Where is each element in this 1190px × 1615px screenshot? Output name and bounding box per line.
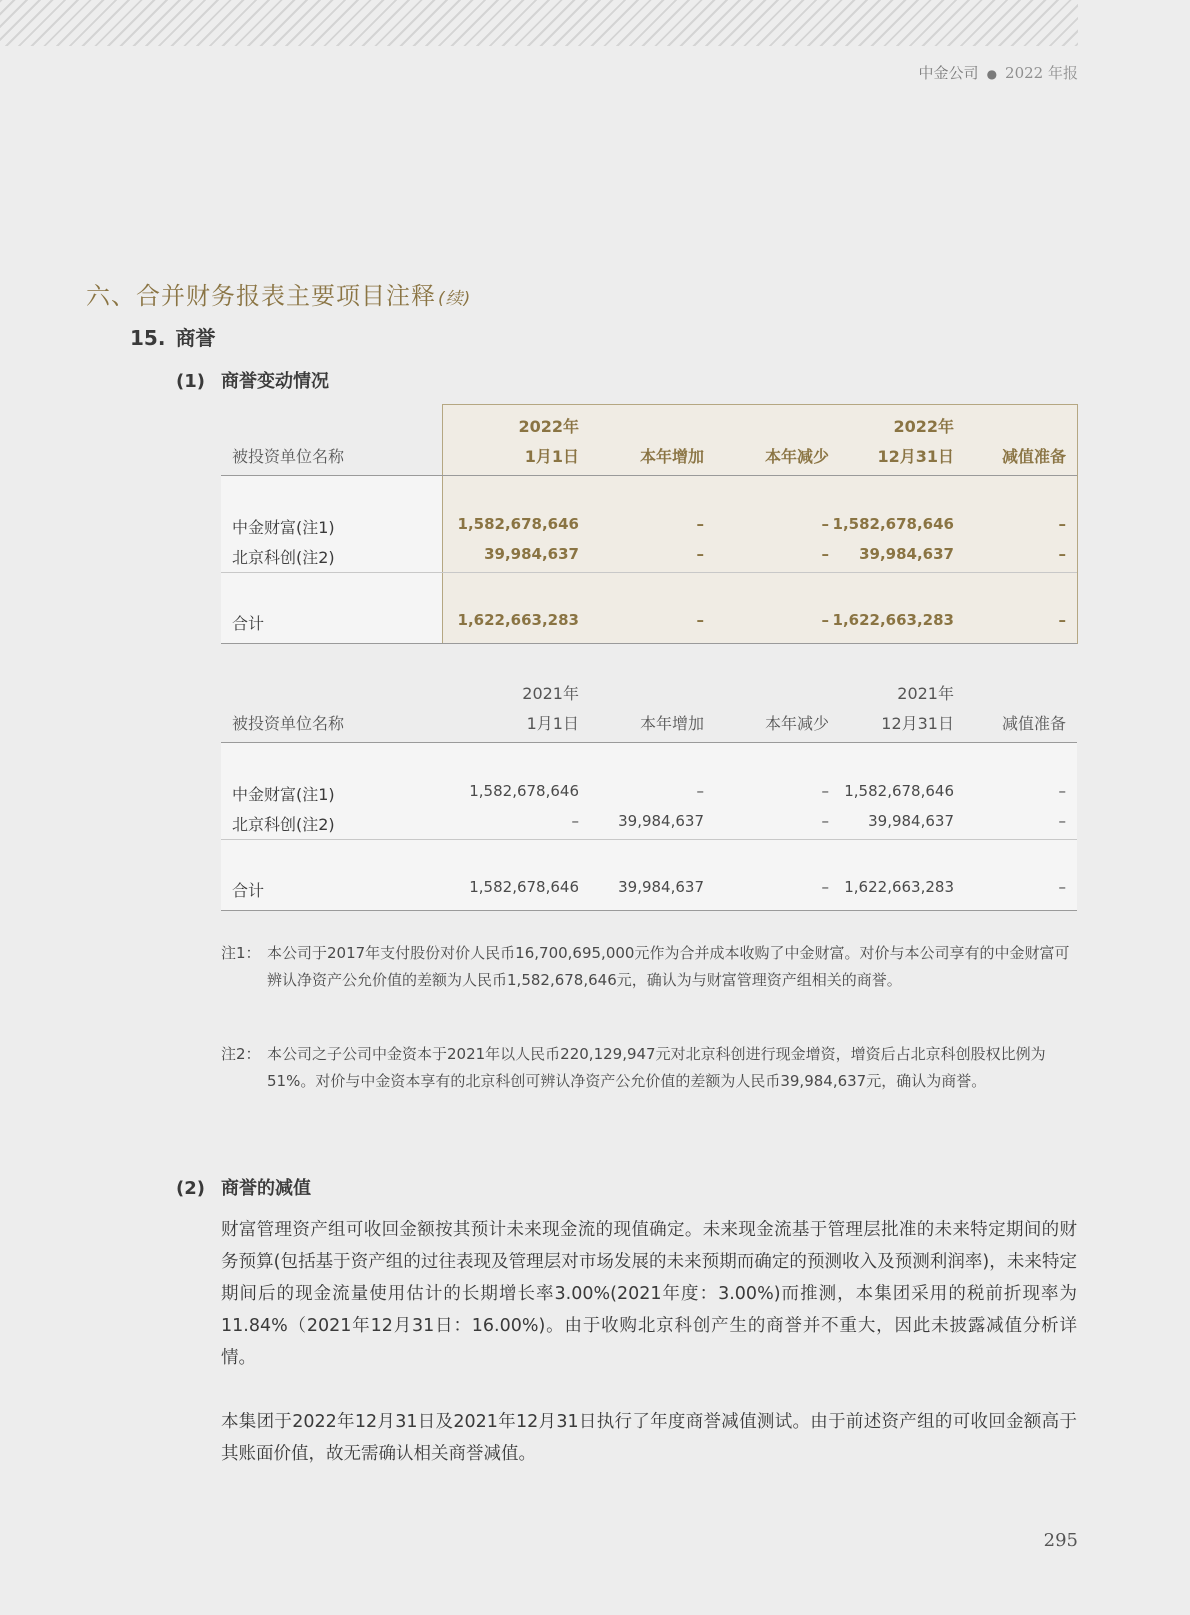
row-cell: 39,984,637: [859, 545, 954, 563]
row-cell: –: [696, 782, 704, 800]
subsection-title: [130, 322, 215, 351]
total-cell: 1,622,663,283: [457, 611, 579, 629]
row-cell: –: [696, 515, 704, 533]
row-cell: –: [571, 812, 579, 830]
table-total-row: [221, 611, 1077, 635]
table-2021-header-col2: 本年增加: [639, 714, 704, 733]
section-title: [86, 276, 471, 311]
note-2-label: 注2：: [221, 1045, 261, 1063]
total-cell: 39,984,637: [618, 878, 704, 896]
page-number: 295: [1043, 1530, 1078, 1551]
part1-number: (1): [176, 371, 205, 392]
row-cell: –: [1058, 545, 1066, 563]
table-2022-header-col4: 12月31日: [877, 447, 954, 466]
total-cell: –: [1058, 611, 1066, 629]
total-cell: –: [696, 611, 704, 629]
table-2021-header-col4: 12月31日: [881, 714, 954, 733]
total-cell: –: [1058, 878, 1066, 896]
part2-title: 商誉的减值: [221, 1178, 311, 1199]
table-2022-header-name: 被投资单位名称: [232, 447, 345, 466]
header-year: 2022 年报: [1005, 64, 1078, 82]
row-cell: –: [1058, 515, 1066, 533]
table-2021-header-top: [221, 681, 1077, 705]
section-title-text: 六、合并财务报表主要项目注释: [86, 282, 436, 310]
row-cell: 1,582,678,646: [469, 782, 579, 800]
table-2022-header: [221, 444, 1077, 468]
row-cell: –: [821, 515, 829, 533]
impairment-paragraph-2: 本集团于2022年12月31日及2021年12月31日执行了年度商誉减值测试。由于前述资产组的可收回金额高于其账面价值，故无需确认相关商誉减值。: [221, 1412, 1077, 1464]
row-cell: 1,582,678,646: [832, 515, 954, 533]
row-cell: 39,984,637: [618, 812, 704, 830]
subsection-number: 15.: [130, 326, 166, 350]
table-2022-header-top-col4: 2022年: [893, 417, 954, 436]
row-cell: 39,984,637: [868, 812, 954, 830]
row-cell: 39,984,637: [484, 545, 579, 563]
table-2021-header-rule: [221, 742, 1077, 743]
table-2021-header: [221, 711, 1077, 735]
table-2021-header-name: 被投资单位名称: [232, 714, 345, 733]
part2-heading: [176, 1174, 311, 1200]
subsection-title-text: 商誉: [175, 326, 216, 350]
table-2022-header-col3: 本年减少: [764, 447, 829, 466]
table-2021-bottom-rule: [221, 910, 1077, 911]
table-2021-header-col1: 1月1日: [526, 714, 579, 733]
header-bullet: ●: [986, 67, 998, 81]
table-2022-subtotal-rule: [221, 572, 1077, 573]
page-header: [919, 62, 1078, 83]
table-2022-bottom-rule: [221, 643, 1077, 644]
table-2022-header-top-col1: 2022年: [518, 417, 579, 436]
table-2022-header-col5: 减值准备: [1001, 447, 1066, 466]
row-label: 北京科创(注2): [232, 815, 335, 834]
table-total-row: [221, 878, 1077, 902]
impairment-paragraph-1: 财富管理资产组可收回金额按其预计未来现金流的现值确定。未来现金流基于管理层批准的未来特定期间的财务预算(包括基于资产组的过往表现及管理层对市场发展的未来预期而确定的预测收入及预测利润率)，未来特定期间后的现金流量使用估计的长期增长率3.00%(2021年度：3.00%)而推测，本集团采用的税前折现率为11.84%（2021年12月31日：16.00%)。由于收购北京科创产生的商誉并不重大，因此未披露减值分析详情。: [221, 1220, 1077, 1368]
table-2021-header-top-col4: 2021年: [897, 684, 954, 703]
table-row: [221, 545, 1077, 569]
total-cell: –: [821, 878, 829, 896]
note-1: [221, 940, 1077, 994]
total-label: 合计: [232, 614, 265, 633]
goodwill-table-2021: [221, 671, 1077, 911]
table-2022-header-col2: 本年增加: [639, 447, 704, 466]
note-2-text: 本公司之子公司中金资本于2021年以人民币220,129,947元对北京科创进行现金增资，增资后占北京科创股权比例为51%。对价与中金资本享有的北京科创可辨认净资产公允价值的差额为人民币39,984,637元，确认为商誉。: [267, 1045, 1046, 1090]
row-cell: –: [821, 545, 829, 563]
row-cell: –: [1058, 812, 1066, 830]
total-cell: –: [821, 611, 829, 629]
header-hatch-band: [0, 0, 1078, 46]
part2-number: (2): [176, 1178, 205, 1199]
table-2022-header-rule: [221, 475, 1077, 476]
total-label: 合计: [232, 881, 265, 900]
row-cell: –: [821, 782, 829, 800]
part1-title: 商誉变动情况: [221, 371, 329, 392]
note-2: [221, 1041, 1077, 1095]
total-cell: 1,622,663,283: [832, 611, 954, 629]
note-1-label: 注1：: [221, 944, 261, 962]
goodwill-table-2022: [221, 404, 1077, 644]
row-cell: 1,582,678,646: [457, 515, 579, 533]
table-2022-header-col1: 1月1日: [524, 447, 579, 466]
row-cell: 1,582,678,646: [844, 782, 954, 800]
total-cell: 1,622,663,283: [844, 878, 954, 896]
total-cell: 1,582,678,646: [469, 878, 579, 896]
table-2021-header-col5: 减值准备: [1001, 714, 1066, 733]
header-company: 中金公司: [918, 64, 979, 82]
table-row: [221, 812, 1077, 836]
table-2021-header-col3: 本年减少: [764, 714, 829, 733]
part1-heading: [176, 367, 329, 393]
row-label: 中金财富(注1): [232, 518, 335, 537]
row-cell: –: [1058, 782, 1066, 800]
note-1-text: 本公司于2017年支付股份对价人民币16,700,695,000元作为合并成本收购了中金财富。对价与本公司享有的中金财富可辨认净资产公允价值的差额为人民币1,582,678,646元，确认为与财富管理资产组相关的商誉。: [267, 944, 1070, 989]
table-2022-header-top: [221, 414, 1077, 438]
row-label: 北京科创(注2): [232, 548, 335, 567]
row-cell: –: [696, 545, 704, 563]
table-2021-header-top-col1: 2021年: [522, 684, 579, 703]
table-row: [221, 515, 1077, 539]
row-label: 中金财富(注1): [232, 785, 335, 804]
section-title-continued: (续): [438, 289, 472, 309]
row-cell: –: [821, 812, 829, 830]
table-row: [221, 782, 1077, 806]
table-2021-subtotal-rule: [221, 839, 1077, 840]
